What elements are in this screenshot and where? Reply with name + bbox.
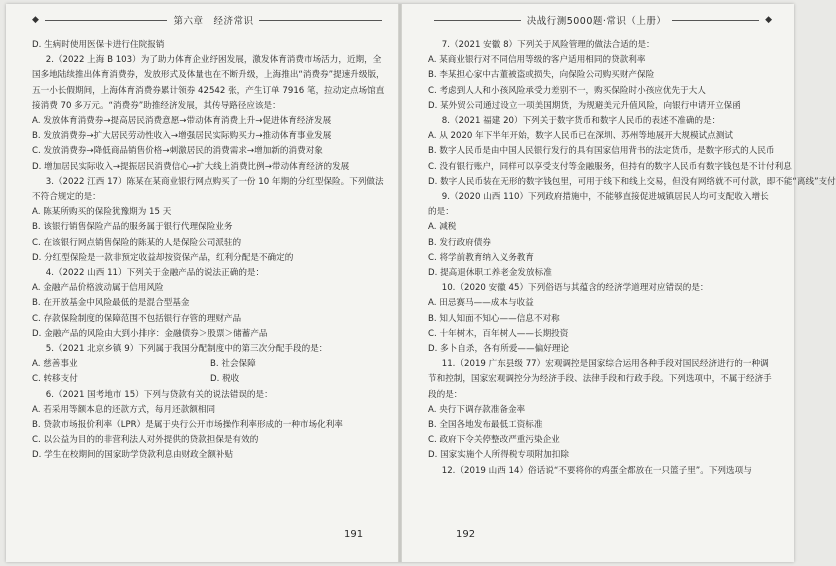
option-item: A. 减税 (428, 222, 457, 233)
option-item: D. 某外贸公司通过设立一项美国期货，为规避美元升值风险，向银行申请开立保函 (428, 100, 741, 111)
option-item: B. 李某担心家中古董被盗或损失，向保险公司购买财产保险 (428, 70, 655, 81)
option-item: C. 在该银行网点销售保险的陈某的人是保险公司派驻的 (32, 237, 242, 248)
header-rule (45, 20, 168, 21)
option-item: A. 从 2020 年下半年开始，数字人民币已在深圳、苏州等地展开大规模试点测试 (428, 131, 733, 142)
option-item: C. 政府下令关停整改严重污染企业 (428, 435, 560, 446)
option-item: A. 陈某所购买的保险犹豫期为 15 天 (32, 207, 172, 218)
right-page-content (428, 38, 836, 479)
option-item: A. 田忌赛马——成本与收益 (428, 298, 534, 309)
question-stem: 5.（2021 北京乡镇 9）下列属于我国分配制度中的第三次分配手段的是： (45, 344, 328, 355)
option-item: D. 学生在校期间的国家助学贷款利息由财政全额补贴 (32, 450, 234, 461)
option-item: D. 增加居民实际收入→提振居民消费信心→扩大线上消费比例→带动体育经济的发展 (32, 161, 350, 172)
option-item: C. 存款保险制度的保障范围不包括银行存管的理财产品 (32, 313, 242, 324)
question-stem: 9.（2020 山西 110）下列政府措施中，不能够直接促进城镇居民人均可支配收入增长的是： (428, 192, 769, 218)
header-rule (672, 20, 759, 21)
option-item: B. 知人知面不知心——信息不对称 (428, 313, 560, 324)
left-page-header (32, 12, 388, 28)
left-header-title: 第六章 经济常识 (173, 16, 254, 27)
option-item: D. 提高退休职工养老金发放标准 (428, 268, 552, 279)
option-item: D. 多卜自杀，各有所爱——偏好理论 (428, 344, 569, 355)
option-item: C. 没有银行账户，同样可以享受支付等金融服务，但持有的数字人民币有数字钱包是不计付利息 (428, 161, 792, 172)
right-page-number: 192 (456, 529, 476, 540)
question-stem: 8.（2021 福建 20）下列关于数字货币和数字人民币的表述不准确的是： (441, 116, 721, 127)
header-rule (259, 20, 382, 21)
option-item: D. 生病时使用医保卡进行住院报销 (32, 40, 165, 50)
option-item: D. 税收 (210, 374, 240, 385)
option-item: A. 金融产品价格波动属于信用风险 (32, 283, 164, 294)
option-item: C. 十年树木，百年树人——长期投资 (428, 328, 569, 339)
right-page (400, 4, 836, 562)
option-item: A. 某商业银行对不同信用等级的客户适用相同的贷款利率 (428, 55, 646, 66)
question-stem: 3.（2022 江西 17）陈某在某商业银行网点购买了一份 10 年期的分红型保险。下列做法不符合规定的是： (32, 176, 384, 203)
option-item: D. 分红型保险是一款非预定收益却按资保产品，红利分配是不确定的 (32, 252, 294, 263)
book-spread (6, 4, 836, 562)
option-item: B. 社会保障 (210, 359, 256, 370)
option-item: C. 转移支付 (32, 374, 78, 385)
question-stem: 10.（2020 安徽 45）下列俗语与其蕴含的经济学道理对应错误的是： (441, 283, 709, 294)
option-item: B. 发放消费券→扩大居民劳动性收入→增强居民实际购买力→推动体育事业发展 (32, 131, 332, 142)
option-item: C. 将学前教育纳入义务教育 (428, 252, 534, 263)
question-stem: 11.（2019 广东县级 77）宏观调控是国家综合运用各种手段对国民经济进行的一种调节和控制，国家宏观调控分为经济手段、法律手段和行政手段。下列选项中，不属于经济手段的是： (428, 359, 772, 400)
option-item: B. 在开放基金中风险最低的是混合型基金 (32, 298, 190, 309)
left-page (6, 4, 400, 562)
option-item: B. 贷款市场报价利率（LPR）是属于央行公开市场操作利率形成的一种市场化利率 (32, 420, 343, 431)
option-row (32, 357, 388, 372)
option-item: B. 数字人民币是由中国人民银行发行的具有国家信用背书的法定货币，是数字形式的人民币 (428, 146, 775, 157)
option-item: B. 该银行销售保险产品的服务属于银行代理保险业务 (32, 222, 233, 233)
left-page-number: 191 (344, 529, 364, 540)
right-page-header (428, 12, 772, 28)
option-item: A. 慈善事业 (32, 359, 78, 370)
option-item: C. 以公益为目的的非营利法人对外提供的贷款担保是有效的 (32, 435, 259, 446)
option-row (32, 372, 388, 387)
question-stem: 12.（2019 山西 14）俗话说“不要将你的鸡蛋全都放在一只篮子里”。下列选项与 (441, 465, 752, 476)
right-header-title: 决战行测5000题·常识（上册） (526, 16, 667, 27)
option-item: A. 央行下调存款准备金率 (428, 404, 526, 415)
option-item: A. 若采用等额本息的还款方式，每月还款额相同 (32, 404, 216, 415)
option-item: A. 发放体育消费券→提高居民消费意愿→带动体育消费上升→促进体育经济发展 (32, 116, 332, 127)
option-item: B. 全国各地发布最低工资标准 (428, 420, 543, 431)
option-item: D. 国家实施个人所得税专项附加扣除 (428, 450, 569, 461)
option-item: D. 数字人民币装在无形的数字钱包里，可用于线下和线上交易，但没有网络就不可付款，即不能“离线”支付 (428, 176, 836, 187)
left-page-content (32, 38, 388, 464)
option-item: D. 金融产品的风险由大到小排序：金融债券＞股票＞储蓄产品 (32, 328, 268, 339)
header-diamond-icon: ◆ (765, 15, 772, 25)
question-stem: 7.（2021 安徽 8）下列关于风险管理的做法合适的是： (441, 40, 655, 50)
question-stem: 6.（2021 国考地市 15）下列与贷款有关的说法错误的是： (45, 389, 273, 400)
question-stem: 4.（2022 山西 11）下列关于金融产品的说法正确的是： (45, 268, 265, 279)
option-item: B. 发行政府债券 (428, 237, 491, 248)
option-item: C. 发放消费券→降低商品销售价格→刺激居民的消费需求→增加新的消费对象 (32, 146, 323, 157)
option-item: C. 考虑到人人和小孩风险承受力差别不一，购买保险时小孩应优先于大人 (428, 85, 706, 96)
header-diamond-icon: ◆ (32, 15, 39, 25)
question-stem: 2.（2022 上海 B 103）为了助力体育企业纾困发展，激发体育消费市场活力，近期，全国多地陆续推出体育消费券，发放形式及体量也在不断升级，上海推出“消费券”提速升级版，五一小长假期间，上海体育消费券累计领券 42542 张，产生订单 7916 笔，拉动定点场馆直接消费 70 多万元。“消费券”助推经济发展，其传导路径应该是： (32, 55, 385, 111)
header-rule (434, 20, 521, 21)
